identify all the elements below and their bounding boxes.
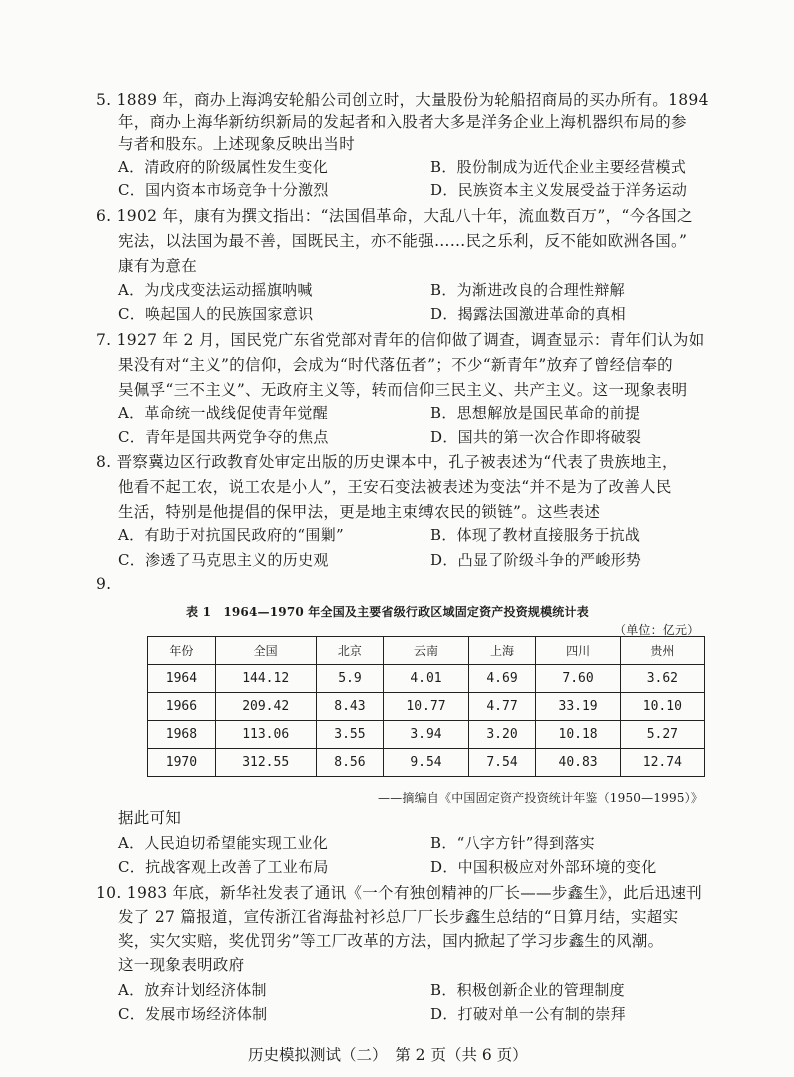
q9-number: 9. xyxy=(96,575,112,593)
table-cell: 1966 xyxy=(148,693,216,721)
q9-option-d: D．中国积极应对外部环境的变化 xyxy=(430,858,657,876)
table-cell: 113.06 xyxy=(215,721,316,749)
q7-stem-line-3: 吴佩孚“三不主义”、无政府主义等，转而信仰三民主义、共产主义。这一现象表明 xyxy=(118,381,688,399)
header-national: 全国 xyxy=(215,637,316,665)
q10-option-a: A．放弃计划经济体制 xyxy=(118,981,267,999)
q5-option-a: A．清政府的阶级属性发生变化 xyxy=(118,158,329,176)
table-cell: 3.55 xyxy=(316,721,384,749)
table-cell: 10.77 xyxy=(384,693,468,721)
table-cell: 33.19 xyxy=(536,693,620,721)
table-cell: 4.01 xyxy=(384,665,468,693)
q9-option-a: A．人民迫切希望能实现工业化 xyxy=(118,834,329,852)
header-beijing: 北京 xyxy=(316,637,384,665)
table-row xyxy=(148,749,705,777)
q8-stem-line-3: 生活，特别是他提倡的保甲法，更是地主束缚农民的锁链”。这些表述 xyxy=(118,503,601,521)
table-cell: 7.60 xyxy=(536,665,620,693)
table-header-row xyxy=(148,637,705,665)
table-cell: 3.20 xyxy=(468,721,536,749)
table-cell: 312.55 xyxy=(215,749,316,777)
q10-option-d: D．打破对单一公有制的崇拜 xyxy=(430,1005,626,1023)
q5-stem-line-1: 5. 1889 年，商办上海鸿安轮船公司创立时，大量股份为轮船招商局的买办所有。1894 xyxy=(96,91,709,109)
table-cell: 9.54 xyxy=(384,749,468,777)
table-row xyxy=(148,721,705,749)
table-row xyxy=(148,665,705,693)
q8-stem-line-2: 他看不起工农，说工农是小人”，王安石变法被表述为变法“并不是为了改善人民 xyxy=(118,478,672,496)
header-yunnan: 云南 xyxy=(384,637,468,665)
table-cell: 5.9 xyxy=(316,665,384,693)
q9-option-c: C．抗战客观上改善了工业布局 xyxy=(118,858,329,876)
table-cell: 4.77 xyxy=(468,693,536,721)
q7-option-a: A．革命统一战线促使青年觉醒 xyxy=(118,404,329,422)
table-cell: 1968 xyxy=(148,721,216,749)
q8-option-c: C．渗透了马克思主义的历史观 xyxy=(118,551,329,569)
table-cell: 1970 xyxy=(148,749,216,777)
table-cell: 7.54 xyxy=(468,749,536,777)
header-year: 年份 xyxy=(148,637,216,665)
q6-option-a: A．为戊戌变法运动摇旗呐喊 xyxy=(118,281,313,299)
q5-option-b: B．股份制成为近代企业主要经营模式 xyxy=(430,158,687,176)
q7-option-d: D．国共的第一次合作即将破裂 xyxy=(430,428,642,446)
q7-stem-line-2: 果没有对“主义”的信仰，会成为“时代落伍者”；不少“新青年”放弃了曾经信奉的 xyxy=(118,356,673,374)
q6-option-d: D．揭露法国激进革命的真相 xyxy=(430,305,626,323)
table-cell: 8.43 xyxy=(316,693,384,721)
q5-option-d: D．民族资本主义发展受益于洋务运动 xyxy=(430,181,688,199)
table-cell: 209.42 xyxy=(215,693,316,721)
q6-option-b: B．为渐进改良的合理性辩解 xyxy=(430,281,625,299)
page-footer: 历史模拟测试（二） 第 2 页（共 6 页） xyxy=(248,1046,528,1064)
table-unit: （单位：亿元） xyxy=(614,623,700,637)
header-sichuan: 四川 xyxy=(536,637,620,665)
q9-stem: 据此可知 xyxy=(118,809,182,827)
q7-option-b: B．思想解放是国民革命的前提 xyxy=(430,404,641,422)
table-cell: 3.94 xyxy=(384,721,468,749)
investment-table xyxy=(147,636,705,777)
table-cell: 144.12 xyxy=(215,665,316,693)
q8-option-d: D．凸显了阶级斗争的严峻形势 xyxy=(430,551,642,569)
header-guizhou: 贵州 xyxy=(620,637,704,665)
q10-option-c: C．发展市场经济体制 xyxy=(118,1005,268,1023)
q6-stem-line-1: 6. 1902 年，康有为撰文指出：“法国倡革命，大乱八十年，流血数百万”，“今各国之 xyxy=(96,207,693,225)
q8-option-b: B．体现了教材直接服务于抗战 xyxy=(430,526,641,544)
table-cell: 10.18 xyxy=(536,721,620,749)
table-cell: 5.27 xyxy=(620,721,704,749)
q5-option-c: C．国内资本市场竞争十分激烈 xyxy=(118,181,329,199)
table-cell: 3.62 xyxy=(620,665,704,693)
q8-option-a: A．有助于对抗国民政府的“围剿” xyxy=(118,526,344,544)
q10-option-b: B．积极创新企业的管理制度 xyxy=(430,981,625,999)
table-cell: 1964 xyxy=(148,665,216,693)
table-cell: 10.10 xyxy=(620,693,704,721)
table-title: 表 1 1964—1970 年全国及主要省级行政区域固定资产投资规模统计表 xyxy=(186,605,589,619)
q6-stem-line-3: 康有为意在 xyxy=(118,257,198,275)
table-cell: 4.69 xyxy=(468,665,536,693)
table-cell: 8.56 xyxy=(316,749,384,777)
header-shanghai: 上海 xyxy=(468,637,536,665)
q10-stem-line-1: 10. 1983 年底，新华社发表了通讯《一个有独创精神的厂长——步鑫生》，此后迅速刊 xyxy=(96,884,703,902)
q7-stem-line-1: 7. 1927 年 2 月，国民党广东省党部对青年的信仰做了调查，调查显示：青年们认为如 xyxy=(96,331,705,349)
q9-option-b: B．“八字方针”得到落实 xyxy=(430,834,595,852)
q5-stem-line-3: 与者和股东。上述现象反映出当时 xyxy=(118,135,356,153)
q10-stem-line-2: 发了 27 篇报道，宣传浙江省海盐衬衫总厂厂长步鑫生总结的“日算月结，实超实 xyxy=(118,908,679,926)
q6-option-c: C．唤起国人的民族国家意识 xyxy=(118,305,314,323)
q10-stem-line-4: 这一现象表明政府 xyxy=(118,956,245,974)
q8-stem-line-1: 8. 晋察冀边区行政教育处审定出版的历史课本中，孔子被表述为“代表了贵族地主， xyxy=(96,453,678,471)
q6-stem-line-2: 宪法，以法国为最不善，国既民主，亦不能强……民之乐利，反不能如欧洲各国。” xyxy=(118,232,688,250)
q10-stem-line-3: 奖，实欠实赔，奖优罚劣”等工厂改革的方法，国内掀起了学习步鑫生的风潮。 xyxy=(118,932,664,950)
q5-stem-line-2: 年，商办上海华新纺织新局的发起者和入股者大多是洋务企业上海机器织布局的参 xyxy=(118,113,687,131)
table-cell: 12.74 xyxy=(620,749,704,777)
table-source: ——摘编自《中国固定资产投资统计年鉴（1950—1995）》 xyxy=(378,791,704,805)
q7-option-c: C．青年是国共两党争夺的焦点 xyxy=(118,428,329,446)
table-cell: 40.83 xyxy=(536,749,620,777)
table-row xyxy=(148,693,705,721)
